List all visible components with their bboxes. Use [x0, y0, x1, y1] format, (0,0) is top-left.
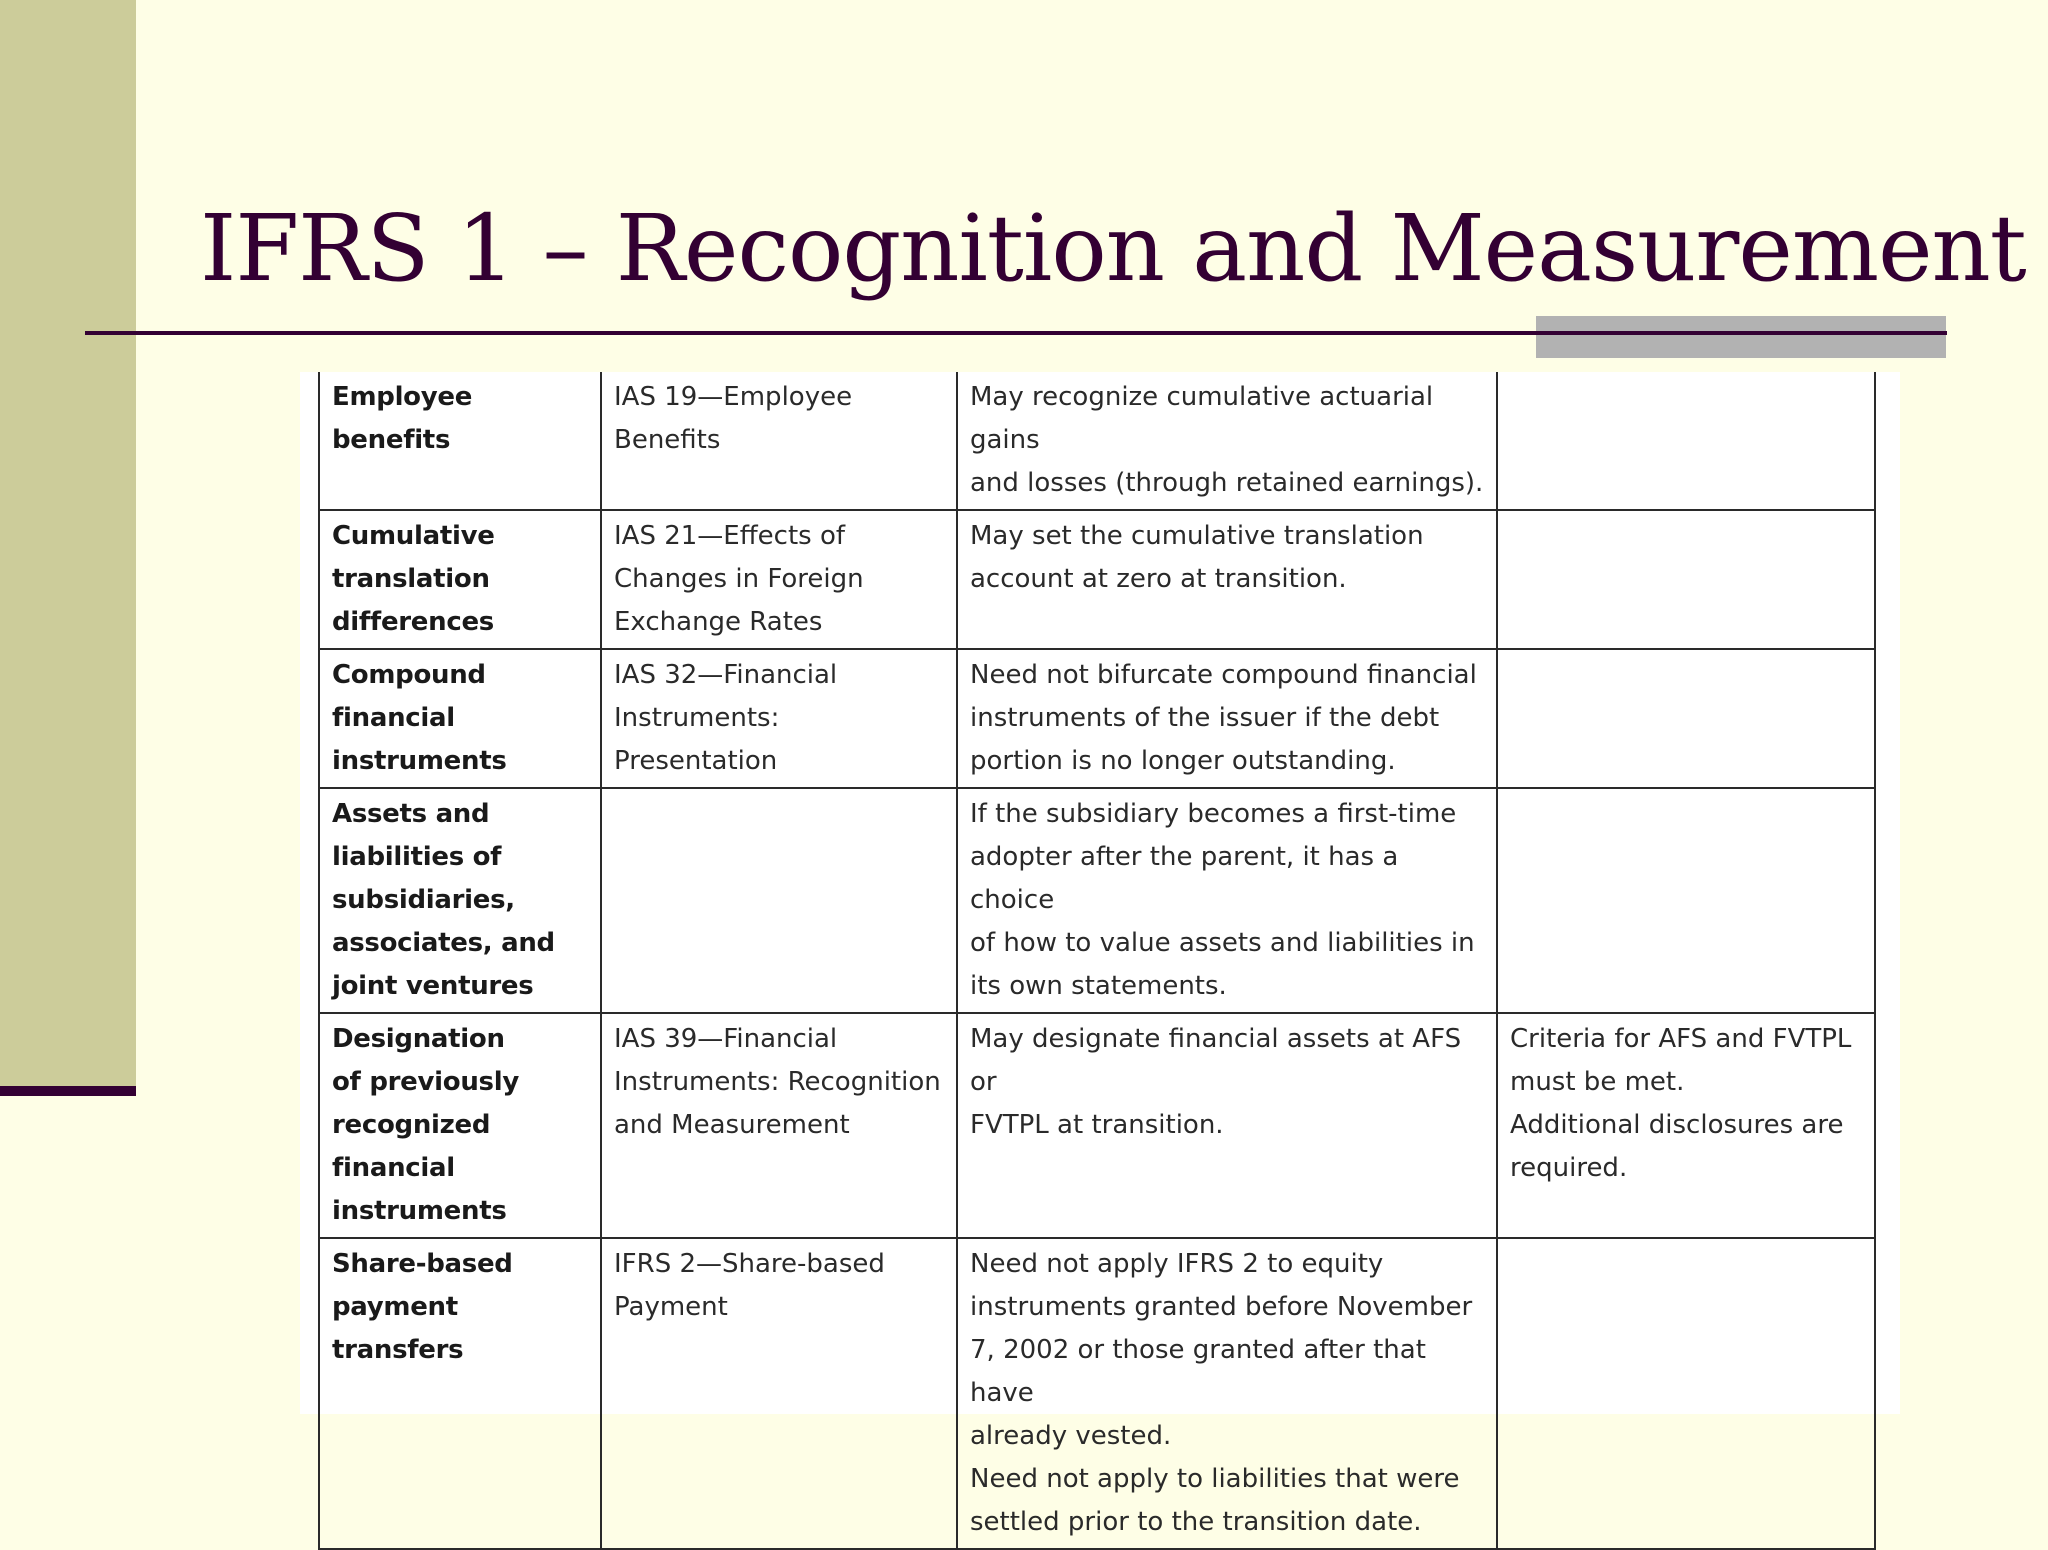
topic-cell: Assets and liabilities of subsidiaries, associates, and joint ventures	[319, 788, 601, 1013]
left-accent-bar-edge	[0, 1086, 136, 1096]
table-row	[319, 788, 1875, 1013]
table-row	[319, 510, 1875, 649]
table-row	[319, 649, 1875, 788]
topic-cell: Cumulative translation differences	[319, 510, 601, 649]
topic-cell: Share-based payment transfers	[319, 1238, 601, 1549]
standard-cell: IAS 39—Financial Instruments: Recognition and Measurement	[601, 1013, 957, 1238]
standard-cell: IFRS 2—Share-based Payment	[601, 1238, 957, 1549]
notes-cell	[1497, 372, 1875, 510]
topic-cell: Employee benefits	[319, 372, 601, 510]
exemption-cell: May recognize cumulative actuarial gains and losses (through retained earnings).	[957, 372, 1497, 510]
exemption-cell: May set the cumulative translation account at zero at transition.	[957, 510, 1497, 649]
notes-cell: Criteria for AFS and FVTPL must be met. Additional disclosures are required.	[1497, 1013, 1875, 1238]
notes-cell	[1497, 788, 1875, 1013]
exemption-cell: If the subsidiary becomes a first-time adopter after the parent, it has a choice of how to value assets and liabilities in its own statements.	[957, 788, 1497, 1013]
standard-cell: IAS 21—Effects of Changes in Foreign Exchange Rates	[601, 510, 957, 649]
left-accent-bar	[0, 0, 136, 1090]
notes-cell	[1497, 510, 1875, 649]
notes-cell	[1497, 649, 1875, 788]
topic-cell: Designation of previously recognized financial instruments	[319, 1013, 601, 1238]
table-row	[319, 1238, 1875, 1549]
exemption-cell: May designate financial assets at AFS or FVTPL at transition.	[957, 1013, 1497, 1238]
slide-title: IFRS 1 – Recognition and Measurement	[200, 195, 2026, 302]
standard-cell: IAS 19—Employee Benefits	[601, 372, 957, 510]
exemption-cell: Need not bifurcate compound financial instruments of the issuer if the debt portion is no longer outstanding.	[957, 649, 1497, 788]
topic-cell: Compound financial instruments	[319, 649, 601, 788]
title-shadow-block	[1536, 316, 1946, 358]
table-row	[319, 1013, 1875, 1238]
table-row	[319, 372, 1875, 510]
exemption-cell: Need not apply IFRS 2 to equity instruments granted before November 7, 2002 or those granted after that have already vested. Need not apply to liabilities that were settled prior to the transition date.	[957, 1238, 1497, 1549]
title-underline	[85, 331, 1947, 335]
table-image-area	[300, 372, 1900, 1537]
exemptions-table	[318, 372, 1876, 1550]
notes-cell	[1497, 1238, 1875, 1549]
standard-cell: IAS 32—Financial Instruments: Presentation	[601, 649, 957, 788]
standard-cell	[601, 788, 957, 1013]
